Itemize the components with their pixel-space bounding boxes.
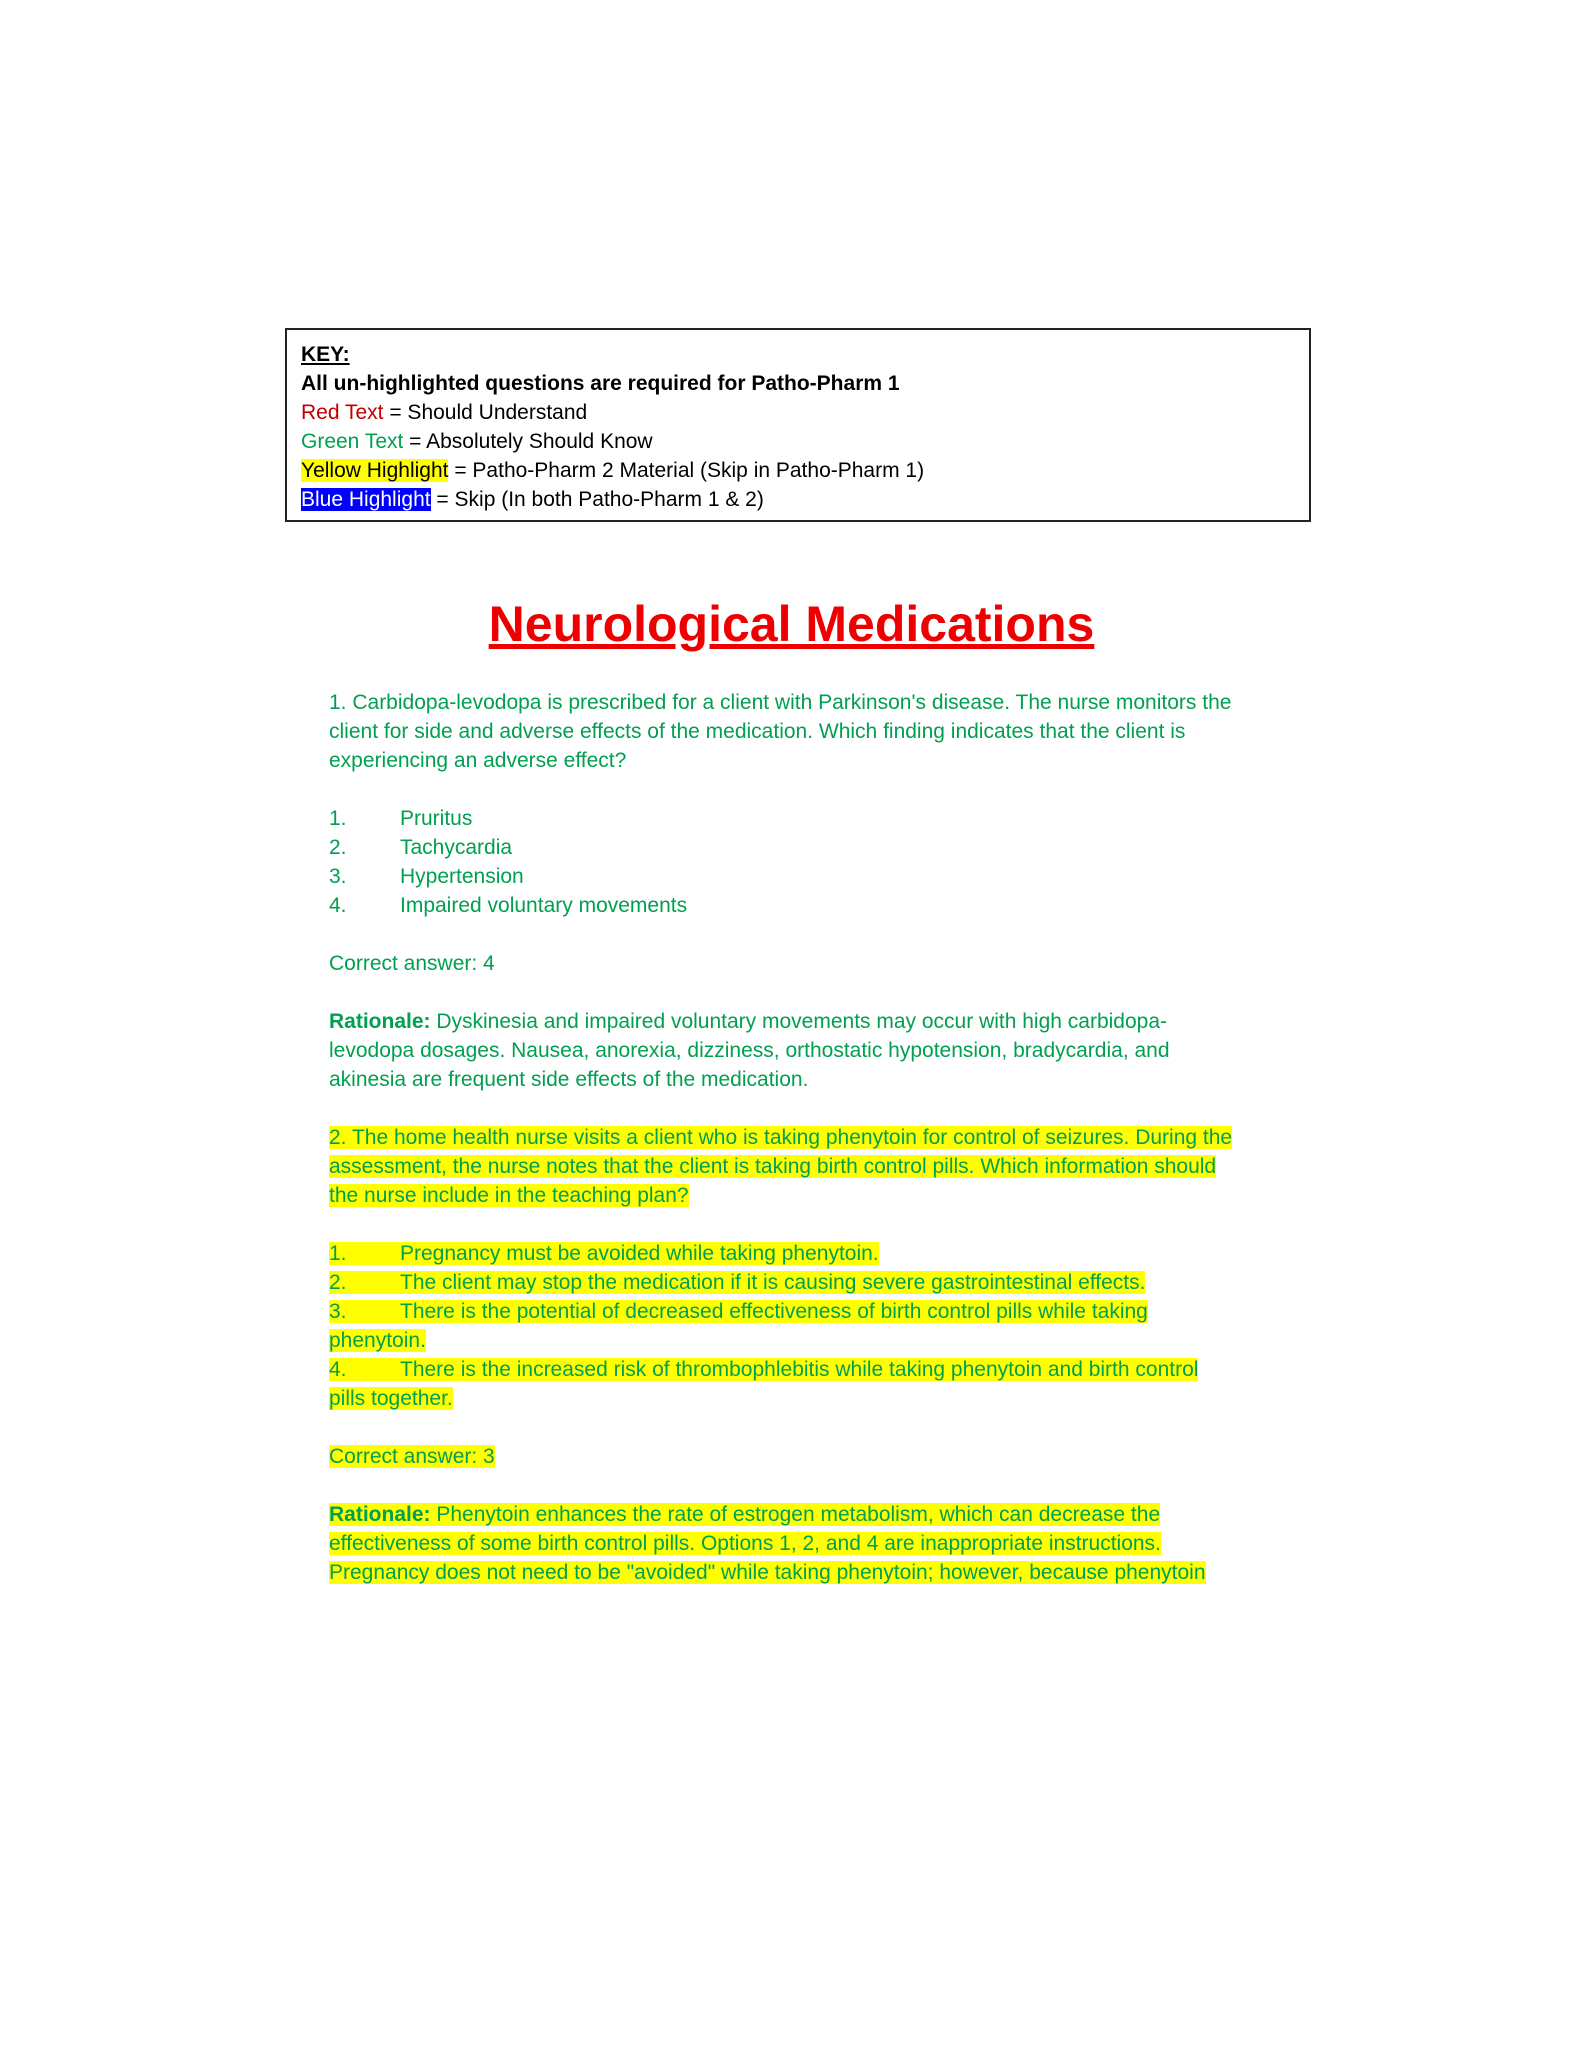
q2-option-2-text: The client may stop the medication if it is causing severe gastrointestinal effects.	[400, 1271, 1146, 1294]
q2-option-4-text: There is the increased risk of thrombophlebitis while taking phenytoin and birth control	[400, 1358, 1199, 1381]
q2-question-text: 2. The home health nurse visits a client who is taking phenytoin for control of seizures. During the assessment, the nurse notes that the client is taking birth control pills. Which information should the nurse include in the teaching plan?	[329, 1126, 1233, 1207]
q2-option-3	[329, 1297, 1249, 1355]
key-blue-desc: = Skip (In both Patho-Pharm 1 & 2)	[430, 488, 764, 511]
q1-option-4-text: Impaired voluntary movements	[400, 894, 688, 917]
q2-option-3-cont: phenytoin.	[329, 1329, 426, 1352]
key-legend-box	[285, 328, 1311, 522]
key-title: KEY:	[301, 343, 350, 366]
q2-option-1-text: Pregnancy must be avoided while taking phenytoin.	[400, 1242, 879, 1265]
key-yellow-row	[301, 456, 1295, 485]
q2-option-4	[329, 1355, 1249, 1413]
q1-option-2-text: Tachycardia	[400, 836, 513, 859]
q1-option-1	[329, 804, 1249, 833]
q2-rationale	[329, 1500, 1249, 1587]
key-blue-row	[301, 485, 1295, 514]
q1-rationale-label: Rationale:	[329, 1010, 431, 1033]
q1-question: 1. Carbidopa-levodopa is prescribed for a client with Parkinson's disease. The nurse monitors the client for side and adverse effects of the medication. Which finding indicates that the client is experiencing an adverse effect?	[329, 691, 1232, 772]
q1-option-3	[329, 862, 1249, 891]
q2-option-2-num: 2.	[329, 1271, 347, 1294]
key-required-note: All un-highlighted questions are required for Patho-Pharm 1	[301, 372, 900, 395]
key-green-row	[301, 427, 1295, 456]
q2-rationale-text: Phenytoin enhances the rate of estrogen metabolism, which can decrease the effectiveness of some birth control pills. Options 1, 2, and 4 are inappropriate instructions. Pregnancy does not need to be "avoided" while taking phenytoin; however, because phenytoin	[329, 1503, 1206, 1584]
q1-answer: Correct answer: 4	[329, 952, 495, 975]
q2-answer	[329, 1442, 1249, 1471]
q2-option-1	[329, 1239, 1249, 1268]
key-yellow-desc: = Patho-Pharm 2 Material (Skip in Patho-Pharm 1)	[448, 459, 925, 482]
q2-option-2	[329, 1268, 1249, 1297]
key-red-desc: = Should Understand	[383, 401, 588, 424]
key-required-row	[301, 369, 1295, 398]
q2-options	[329, 1239, 1249, 1413]
document-content	[329, 688, 1249, 1616]
key-green-desc: = Absolutely Should Know	[403, 430, 653, 453]
q2-option-4-cont: pills together.	[329, 1387, 453, 1410]
q1-option-1-num: 1.	[329, 807, 347, 830]
q2-option-4-num: 4.	[329, 1358, 347, 1381]
q1-option-4	[329, 891, 1249, 920]
q2-option-3-num: 3.	[329, 1300, 347, 1323]
q1-rationale-text: Dyskinesia and impaired voluntary movements may occur with high carbidopa-levodopa dosages. Nausea, anorexia, dizziness, orthostatic hypotension, bradycardia, and akinesia are frequent side effects of the medication.	[329, 1010, 1170, 1091]
key-title-row	[301, 340, 1295, 369]
q1-option-2	[329, 833, 1249, 862]
q2-option-3-text: There is the potential of decreased effectiveness of birth control pills while taking	[400, 1300, 1148, 1323]
q1-option-4-num: 4.	[329, 894, 347, 917]
q1-options	[329, 804, 1249, 920]
q1-option-3-num: 3.	[329, 865, 347, 888]
key-yellow-label: Yellow Highlight	[301, 459, 449, 482]
key-blue-label: Blue Highlight	[301, 488, 431, 511]
q2-answer-text: Correct answer: 3	[329, 1445, 495, 1468]
q1-rationale	[329, 1007, 1249, 1094]
key-red-label: Red Text	[301, 401, 384, 424]
q2-question	[329, 1123, 1249, 1210]
key-green-label: Green Text	[301, 430, 404, 453]
q2-rationale-label: Rationale:	[329, 1503, 431, 1526]
q1-option-2-num: 2.	[329, 836, 347, 859]
document-title: Neurological Medications	[488, 596, 1095, 652]
key-red-row	[301, 398, 1295, 427]
q1-option-1-text: Pruritus	[400, 807, 473, 830]
q2-option-1-num: 1.	[329, 1242, 347, 1265]
q1-option-3-text: Hypertension	[400, 865, 524, 888]
